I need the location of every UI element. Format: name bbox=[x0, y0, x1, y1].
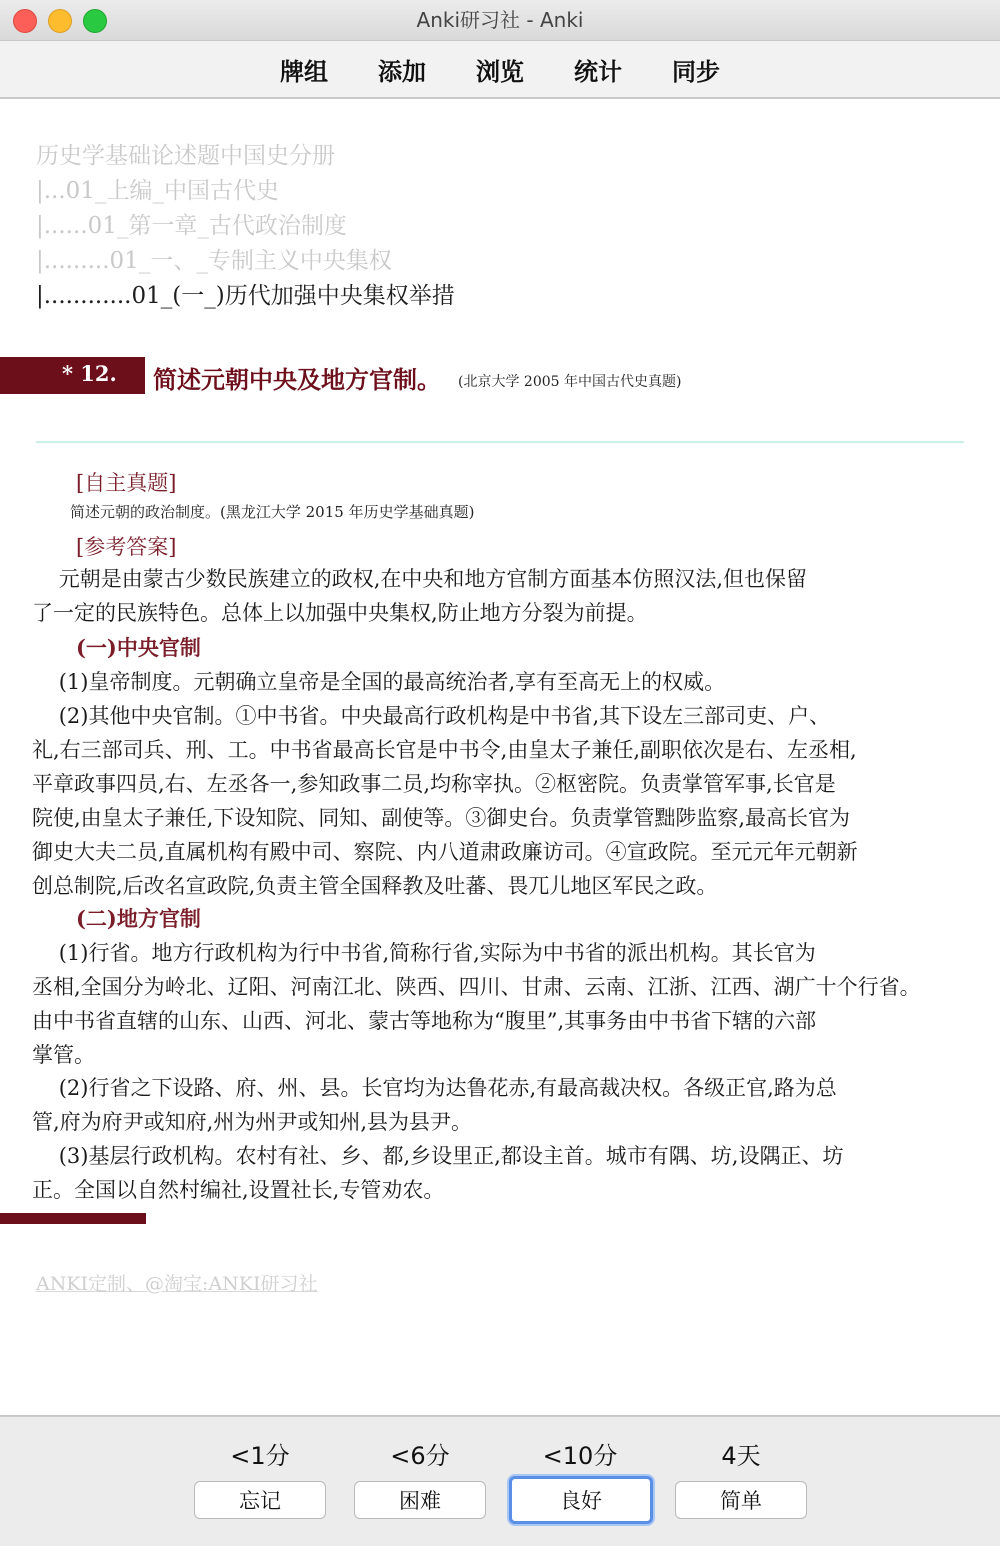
breadcrumb-line: 历史学基础论述题中国史分册 bbox=[36, 143, 335, 169]
interval-hard: <6分 bbox=[390, 1442, 450, 1470]
hard-button[interactable]: 困难 bbox=[354, 1481, 486, 1519]
question-number: * 12. bbox=[62, 361, 117, 386]
toolbar-add-button[interactable]: 添加 bbox=[378, 57, 426, 86]
title-bar bbox=[0, 0, 1000, 41]
answer-bar bbox=[0, 1415, 1000, 1546]
card-content bbox=[0, 99, 1000, 1415]
answer-line: 平章政事四员,右、左丞各一,参知政事二员,均称宰执。②枢密院。负责掌管军事,长官是 bbox=[32, 772, 836, 796]
good-button[interactable]: 良好 bbox=[509, 1476, 653, 1524]
interval-again: <1分 bbox=[230, 1442, 290, 1470]
breadcrumb-line: |.........01_一、_专制主义中央集权 bbox=[36, 248, 392, 274]
interval-easy: 4天 bbox=[721, 1442, 761, 1470]
answer-line: 正。全国以自然村编社,设置社长,专管劝农。 bbox=[32, 1178, 445, 1202]
answer-line: 御史大夫二员,直属机构有殿中司、察院、内八道肃政廉访司。④宣政院。至元元年元朝新 bbox=[32, 840, 858, 864]
answer-line: 元朝是由蒙古少数民族建立的政权,在中央和地方官制方面基本仿照汉法,但也保留 bbox=[32, 567, 808, 591]
question-underline bbox=[0, 392, 145, 394]
question-title: 简述元朝中央及地方官制。 bbox=[153, 365, 441, 394]
toolbar-browse-button[interactable]: 浏览 bbox=[476, 57, 524, 86]
answer-line: 创总制院,后改名宣政院,负责主管全国释教及吐蕃、畏兀儿地区军民之政。 bbox=[32, 874, 718, 898]
answer-line: (1)行省。地方行政机构为行中书省,简称行省,实际为中书省的派出机构。其长官为 bbox=[32, 941, 816, 965]
answer-line: 了一定的民族特色。总体上以加强中央集权,防止地方分裂为前提。 bbox=[32, 601, 648, 625]
local-heading: (二)地方官制 bbox=[76, 906, 201, 931]
toolbar-stats-button[interactable]: 统计 bbox=[574, 57, 622, 86]
answer-line: (2)行省之下设路、府、州、县。长官均为达鲁花赤,有最高裁决权。各级正官,路为总 bbox=[32, 1076, 837, 1100]
answer-line: 礼,右三部司兵、刑、工。中书省最高长官是中书令,由皇太子兼任,副职依次是右、左丞相, bbox=[32, 738, 857, 762]
credit-link[interactable]: ANKI定制、@淘宝:ANKI研习社 bbox=[36, 1273, 318, 1295]
answer-line: 丞相,全国分为岭北、辽阳、河南江北、陕西、四川、甘肃、云南、江浙、江西、湖广十个行省。 bbox=[32, 975, 921, 999]
breadcrumb-line: |...01_上编_中国古代史 bbox=[36, 178, 279, 204]
central-heading: (一)中央官制 bbox=[76, 635, 201, 660]
main-toolbar bbox=[0, 41, 1000, 99]
toolbar-sync-button[interactable]: 同步 bbox=[672, 57, 720, 86]
self-exam-label: [自主真题] bbox=[76, 471, 177, 495]
breadcrumb-line: |......01_第一章_古代政治制度 bbox=[36, 213, 347, 239]
answer-line: 由中书省直辖的山东、山西、河北、蒙古等地称为“腹里”,其事务由中书省下辖的六部 bbox=[32, 1009, 817, 1033]
breadcrumb-current: |............01_(一_)历代加强中央集权举措 bbox=[36, 283, 455, 309]
reference-answer-label: [参考答案] bbox=[76, 535, 177, 559]
again-button[interactable]: 忘记 bbox=[194, 1481, 326, 1519]
self-exam-text: 简述元朝的政治制度。(黑龙江大学 2015 年历史学基础真题) bbox=[70, 503, 475, 521]
answer-line: 掌管。 bbox=[32, 1043, 95, 1067]
question-source: (北京大学 2005 年中国古代史真题) bbox=[458, 374, 682, 390]
easy-button[interactable]: 简单 bbox=[675, 1481, 807, 1519]
toolbar-decks-button[interactable]: 牌组 bbox=[280, 57, 328, 86]
answer-line: 院使,由皇太子兼任,下设知院、同知、副使等。③御史台。负责掌管黜陟监察,最高长官为 bbox=[32, 806, 851, 830]
window-title: Anki研习社 - Anki bbox=[416, 8, 584, 32]
answer-line: (2)其他中央官制。①中书省。中央最高行政机构是中书省,其下设左三部司吏、户、 bbox=[32, 704, 831, 728]
answer-separator bbox=[36, 441, 964, 443]
section-end-band bbox=[0, 1213, 146, 1224]
answer-line: (3)基层行政机构。农村有社、乡、都,乡设里正,都设主首。城市有隅、坊,设隅正、坊 bbox=[32, 1144, 844, 1168]
answer-line: (1)皇帝制度。元朝确立皇帝是全国的最高统治者,享有至高无上的权威。 bbox=[32, 670, 726, 694]
answer-line: 管,府为府尹或知府,州为州尹或知州,县为县尹。 bbox=[32, 1110, 473, 1134]
interval-good: <10分 bbox=[542, 1442, 618, 1470]
